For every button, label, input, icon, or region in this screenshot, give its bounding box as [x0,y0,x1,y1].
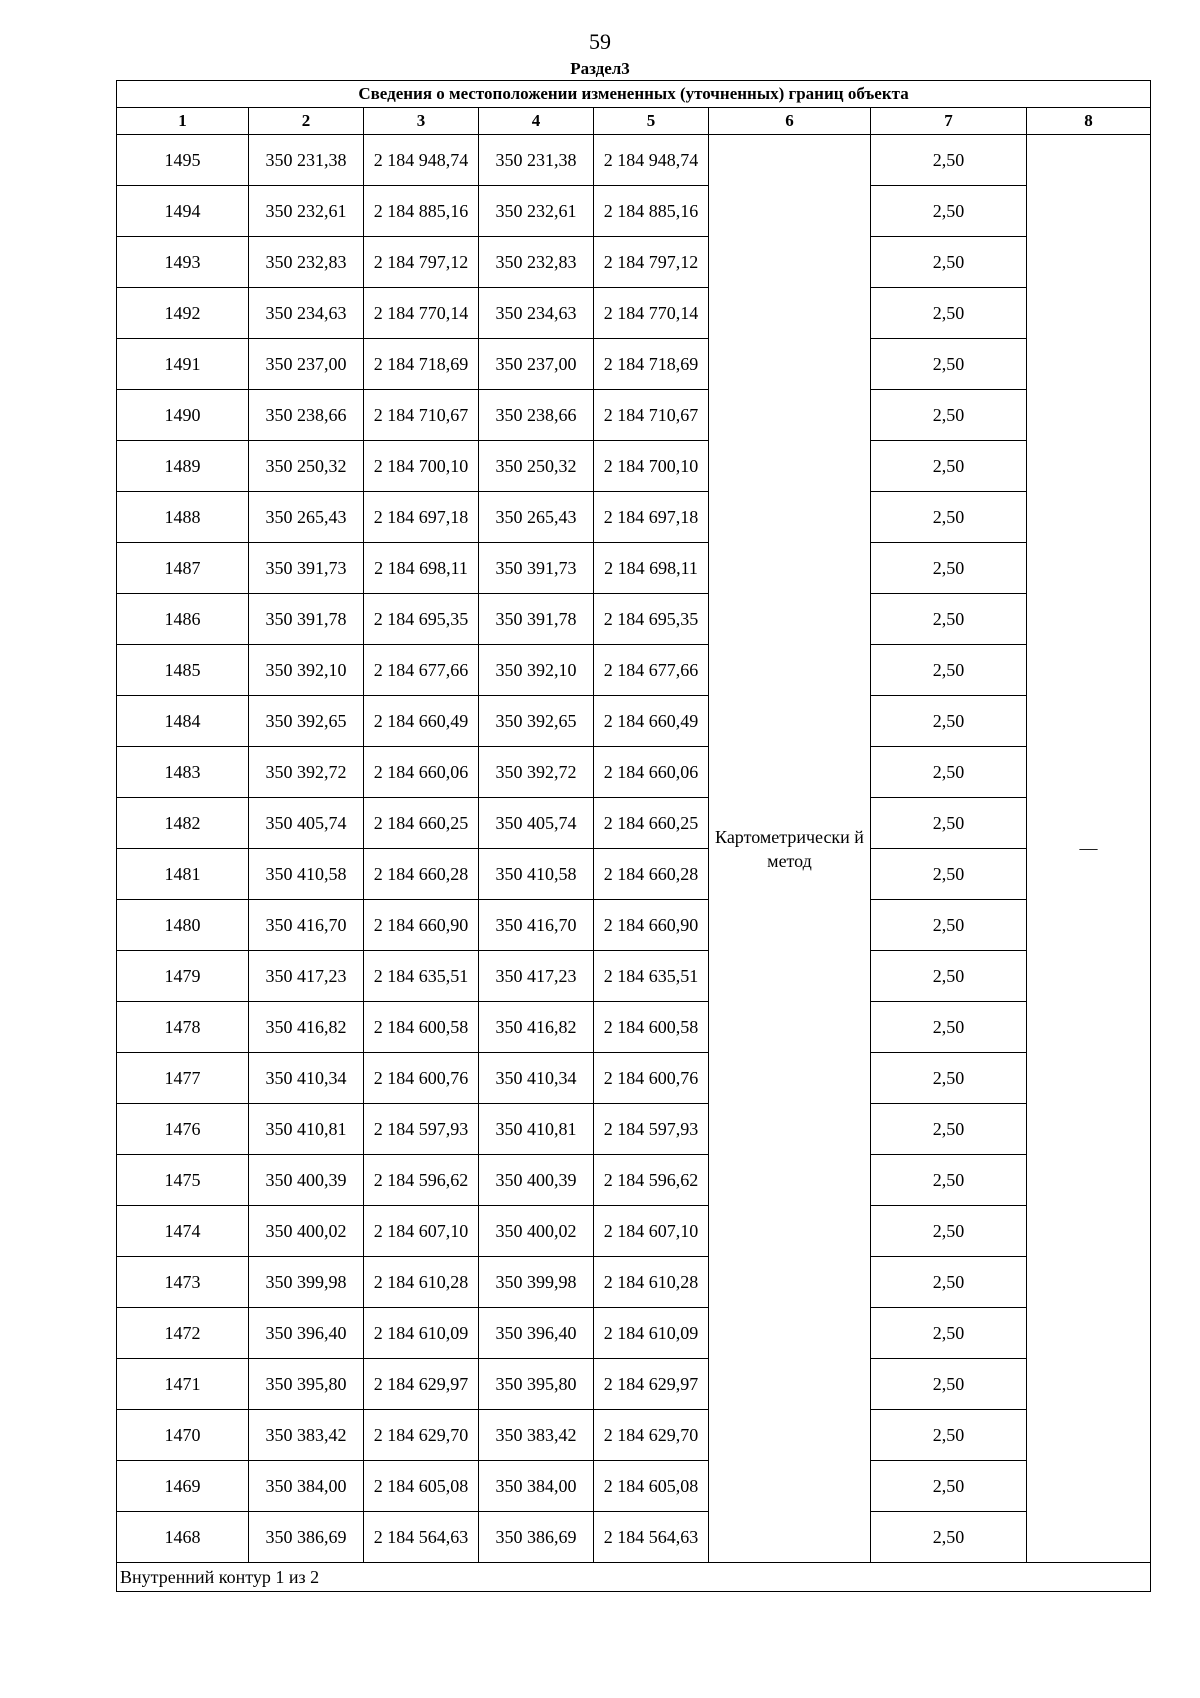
x-existing-cell: 350 395,80 [249,1359,364,1410]
section-title: Раздел3 [570,59,630,78]
y-existing-cell: 2 184 660,90 [364,900,479,951]
accuracy-cell: 2,50 [871,441,1027,492]
y-new-cell: 2 184 605,08 [594,1461,709,1512]
y-existing-cell: 2 184 629,97 [364,1359,479,1410]
x-new-cell: 350 391,73 [479,543,594,594]
y-new-cell: 2 184 660,90 [594,900,709,951]
y-existing-cell: 2 184 610,28 [364,1257,479,1308]
column-number-7: 7 [871,108,1027,135]
table-row [117,1104,1151,1155]
y-new-cell: 2 184 610,09 [594,1308,709,1359]
table-row [117,1002,1151,1053]
y-new-cell: 2 184 660,28 [594,849,709,900]
x-new-cell: 350 237,00 [479,339,594,390]
table-row [117,1257,1151,1308]
y-new-cell: 2 184 629,97 [594,1359,709,1410]
y-new-cell: 2 184 635,51 [594,951,709,1002]
x-new-cell: 350 410,58 [479,849,594,900]
x-new-cell: 350 234,63 [479,288,594,339]
table-row [117,645,1151,696]
point-number-cell: 1491 [117,339,249,390]
accuracy-cell: 2,50 [871,492,1027,543]
x-new-cell: 350 231,38 [479,135,594,186]
y-new-cell: 2 184 710,67 [594,390,709,441]
x-new-cell: 350 265,43 [479,492,594,543]
y-existing-cell: 2 184 629,70 [364,1410,479,1461]
y-new-cell: 2 184 797,12 [594,237,709,288]
y-new-cell: 2 184 770,14 [594,288,709,339]
x-existing-cell: 350 405,74 [249,798,364,849]
accuracy-cell: 2,50 [871,1359,1027,1410]
y-new-cell: 2 184 596,62 [594,1155,709,1206]
point-number-cell: 1485 [117,645,249,696]
accuracy-cell: 2,50 [871,1257,1027,1308]
y-existing-cell: 2 184 597,93 [364,1104,479,1155]
table-row [117,390,1151,441]
x-new-cell: 350 391,78 [479,594,594,645]
y-existing-cell: 2 184 677,66 [364,645,479,696]
x-existing-cell: 350 410,58 [249,849,364,900]
x-new-cell: 350 416,70 [479,900,594,951]
accuracy-cell: 2,50 [871,135,1027,186]
point-number-cell: 1469 [117,1461,249,1512]
column-number-8: 8 [1027,108,1151,135]
point-number-cell: 1490 [117,390,249,441]
table-row [117,543,1151,594]
table-row [117,441,1151,492]
x-existing-cell: 350 232,61 [249,186,364,237]
x-new-cell: 350 250,32 [479,441,594,492]
point-number-cell: 1477 [117,1053,249,1104]
table-row [117,1155,1151,1206]
x-existing-cell: 350 392,72 [249,747,364,798]
x-existing-cell: 350 391,73 [249,543,364,594]
accuracy-cell: 2,50 [871,696,1027,747]
table-row [117,492,1151,543]
table-row [117,798,1151,849]
accuracy-cell: 2,50 [871,288,1027,339]
y-new-cell: 2 184 597,93 [594,1104,709,1155]
point-number-cell: 1495 [117,135,249,186]
y-new-cell: 2 184 677,66 [594,645,709,696]
y-existing-cell: 2 184 600,58 [364,1002,479,1053]
y-new-cell: 2 184 600,76 [594,1053,709,1104]
x-new-cell: 350 232,61 [479,186,594,237]
y-existing-cell: 2 184 697,18 [364,492,479,543]
y-new-cell: 2 184 700,10 [594,441,709,492]
x-new-cell: 350 384,00 [479,1461,594,1512]
accuracy-cell: 2,50 [871,900,1027,951]
y-existing-cell: 2 184 695,35 [364,594,479,645]
x-existing-cell: 350 410,34 [249,1053,364,1104]
table-row [117,696,1151,747]
table-row [117,339,1151,390]
x-new-cell: 350 405,74 [479,798,594,849]
column8-cell: — [1027,135,1151,1563]
point-number-cell: 1483 [117,747,249,798]
y-existing-cell: 2 184 660,28 [364,849,479,900]
accuracy-cell: 2,50 [871,186,1027,237]
table-row [117,1053,1151,1104]
y-existing-cell: 2 184 698,11 [364,543,479,594]
x-existing-cell: 350 265,43 [249,492,364,543]
table-row [117,594,1151,645]
x-new-cell: 350 396,40 [479,1308,594,1359]
x-new-cell: 350 395,80 [479,1359,594,1410]
x-existing-cell: 350 416,70 [249,900,364,951]
y-existing-cell: 2 184 770,14 [364,288,479,339]
accuracy-cell: 2,50 [871,390,1027,441]
table-row [117,186,1151,237]
x-new-cell: 350 232,83 [479,237,594,288]
column-number-2: 2 [249,108,364,135]
table-row [117,1206,1151,1257]
y-new-cell: 2 184 660,49 [594,696,709,747]
column-number-4: 4 [479,108,594,135]
x-existing-cell: 350 237,00 [249,339,364,390]
table-row [117,900,1151,951]
column-number-row [117,108,1151,135]
y-existing-cell: 2 184 718,69 [364,339,479,390]
column-number-3: 3 [364,108,479,135]
point-number-cell: 1476 [117,1104,249,1155]
y-new-cell: 2 184 718,69 [594,339,709,390]
point-number-cell: 1480 [117,900,249,951]
y-new-cell: 2 184 660,25 [594,798,709,849]
y-existing-cell: 2 184 605,08 [364,1461,479,1512]
accuracy-cell: 2,50 [871,798,1027,849]
x-new-cell: 350 416,82 [479,1002,594,1053]
accuracy-cell: 2,50 [871,645,1027,696]
y-existing-cell: 2 184 885,16 [364,186,479,237]
point-number-cell: 1484 [117,696,249,747]
point-number-cell: 1486 [117,594,249,645]
accuracy-cell: 2,50 [871,1461,1027,1512]
table-footer: Внутренний контур 1 из 2 [117,1563,1151,1592]
x-new-cell: 350 400,02 [479,1206,594,1257]
accuracy-cell: 2,50 [871,339,1027,390]
x-existing-cell: 350 417,23 [249,951,364,1002]
y-existing-cell: 2 184 710,67 [364,390,479,441]
y-new-cell: 2 184 697,18 [594,492,709,543]
y-existing-cell: 2 184 564,63 [364,1512,479,1563]
x-new-cell: 350 410,34 [479,1053,594,1104]
y-existing-cell: 2 184 596,62 [364,1155,479,1206]
x-existing-cell: 350 391,78 [249,594,364,645]
accuracy-cell: 2,50 [871,1410,1027,1461]
point-number-cell: 1487 [117,543,249,594]
table-row [117,849,1151,900]
y-existing-cell: 2 184 660,25 [364,798,479,849]
y-existing-cell: 2 184 607,10 [364,1206,479,1257]
accuracy-cell: 2,50 [871,1053,1027,1104]
x-existing-cell: 350 234,63 [249,288,364,339]
point-number-cell: 1489 [117,441,249,492]
x-existing-cell: 350 384,00 [249,1461,364,1512]
x-existing-cell: 350 386,69 [249,1512,364,1563]
point-number-cell: 1474 [117,1206,249,1257]
point-number-cell: 1468 [117,1512,249,1563]
table-row [117,1461,1151,1512]
point-number-cell: 1473 [117,1257,249,1308]
x-new-cell: 350 238,66 [479,390,594,441]
x-existing-cell: 350 392,10 [249,645,364,696]
table-body [117,135,1151,1563]
accuracy-cell: 2,50 [871,1206,1027,1257]
page-number: 59 [589,29,611,54]
table-row [117,747,1151,798]
y-new-cell: 2 184 885,16 [594,186,709,237]
point-number-cell: 1471 [117,1359,249,1410]
y-existing-cell: 2 184 635,51 [364,951,479,1002]
x-new-cell: 350 400,39 [479,1155,594,1206]
column-number-1: 1 [117,108,249,135]
table-row [117,237,1151,288]
x-new-cell: 350 392,10 [479,645,594,696]
table-row [117,135,1151,186]
accuracy-cell: 2,50 [871,543,1027,594]
x-new-cell: 350 392,65 [479,696,594,747]
table-row [117,1410,1151,1461]
x-existing-cell: 350 232,83 [249,237,364,288]
x-new-cell: 350 417,23 [479,951,594,1002]
x-existing-cell: 350 396,40 [249,1308,364,1359]
point-number-cell: 1482 [117,798,249,849]
point-number-cell: 1470 [117,1410,249,1461]
x-new-cell: 350 383,42 [479,1410,594,1461]
accuracy-cell: 2,50 [871,1308,1027,1359]
x-existing-cell: 350 231,38 [249,135,364,186]
y-existing-cell: 2 184 948,74 [364,135,479,186]
x-existing-cell: 350 383,42 [249,1410,364,1461]
x-existing-cell: 350 250,32 [249,441,364,492]
y-new-cell: 2 184 660,06 [594,747,709,798]
point-number-cell: 1478 [117,1002,249,1053]
y-new-cell: 2 184 610,28 [594,1257,709,1308]
point-number-cell: 1481 [117,849,249,900]
y-new-cell: 2 184 629,70 [594,1410,709,1461]
table-row [117,1359,1151,1410]
table-row [117,1308,1151,1359]
y-existing-cell: 2 184 700,10 [364,441,479,492]
point-number-cell: 1475 [117,1155,249,1206]
point-number-cell: 1493 [117,237,249,288]
coordinates-table [116,80,1151,1592]
accuracy-cell: 2,50 [871,1104,1027,1155]
accuracy-cell: 2,50 [871,1155,1027,1206]
x-existing-cell: 350 416,82 [249,1002,364,1053]
point-number-cell: 1472 [117,1308,249,1359]
x-existing-cell: 350 399,98 [249,1257,364,1308]
y-new-cell: 2 184 607,10 [594,1206,709,1257]
point-number-cell: 1494 [117,186,249,237]
y-existing-cell: 2 184 600,76 [364,1053,479,1104]
point-number-cell: 1492 [117,288,249,339]
x-new-cell: 350 386,69 [479,1512,594,1563]
column-number-6: 6 [709,108,871,135]
point-number-cell: 1479 [117,951,249,1002]
accuracy-cell: 2,50 [871,849,1027,900]
accuracy-cell: 2,50 [871,237,1027,288]
y-existing-cell: 2 184 610,09 [364,1308,479,1359]
table-row [117,1512,1151,1563]
y-new-cell: 2 184 698,11 [594,543,709,594]
x-new-cell: 350 410,81 [479,1104,594,1155]
y-new-cell: 2 184 695,35 [594,594,709,645]
accuracy-cell: 2,50 [871,1512,1027,1563]
y-existing-cell: 2 184 797,12 [364,237,479,288]
x-existing-cell: 350 410,81 [249,1104,364,1155]
x-existing-cell: 350 400,02 [249,1206,364,1257]
x-existing-cell: 350 392,65 [249,696,364,747]
y-existing-cell: 2 184 660,49 [364,696,479,747]
column-number-5: 5 [594,108,709,135]
y-new-cell: 2 184 948,74 [594,135,709,186]
method-cell: Картометрически й метод [709,135,871,1563]
y-new-cell: 2 184 564,63 [594,1512,709,1563]
x-new-cell: 350 399,98 [479,1257,594,1308]
accuracy-cell: 2,50 [871,747,1027,798]
table-row [117,288,1151,339]
y-new-cell: 2 184 600,58 [594,1002,709,1053]
x-existing-cell: 350 238,66 [249,390,364,441]
x-new-cell: 350 392,72 [479,747,594,798]
accuracy-cell: 2,50 [871,1002,1027,1053]
table-row [117,951,1151,1002]
table-caption: Сведения о местоположении измененных (уточненных) границ объекта [117,81,1151,108]
y-existing-cell: 2 184 660,06 [364,747,479,798]
point-number-cell: 1488 [117,492,249,543]
accuracy-cell: 2,50 [871,594,1027,645]
x-existing-cell: 350 400,39 [249,1155,364,1206]
accuracy-cell: 2,50 [871,951,1027,1002]
